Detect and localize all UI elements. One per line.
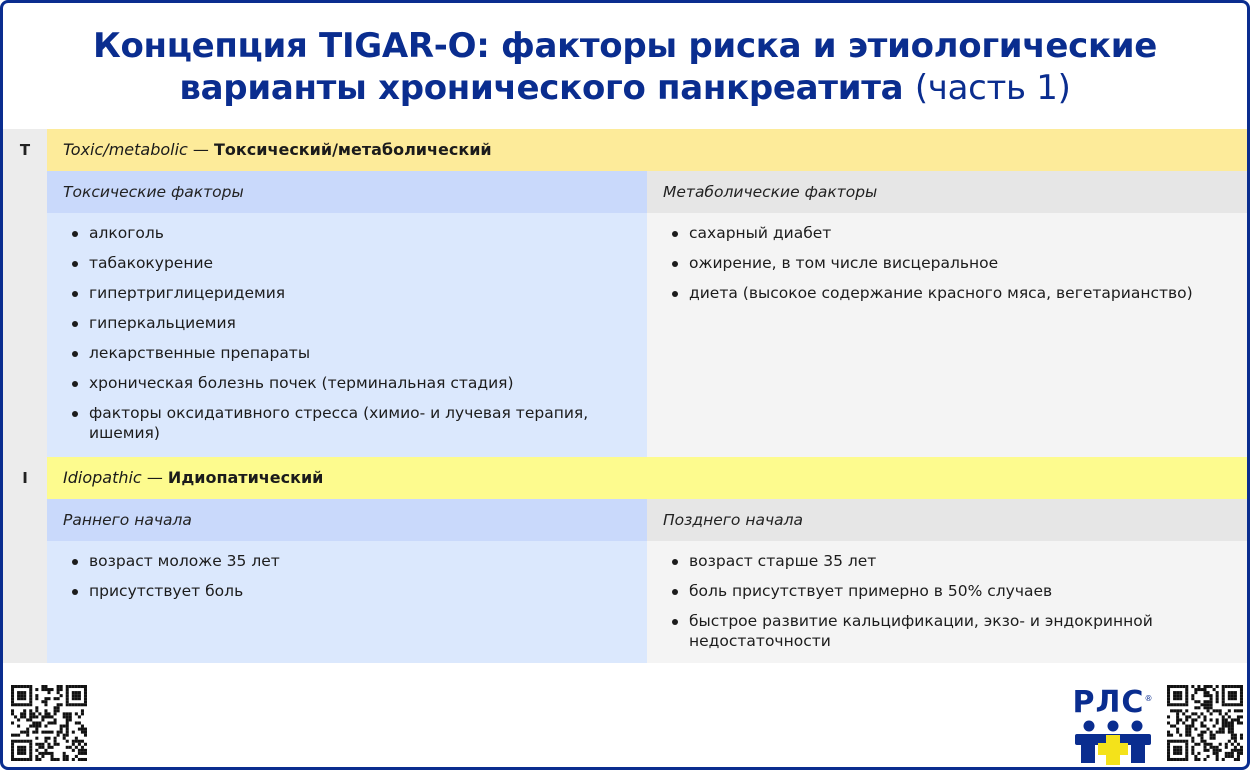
section-ru-t: Токсический/метаболический (214, 140, 492, 159)
list-item: табакокурение (69, 253, 627, 273)
subheader-early-onset (47, 499, 647, 541)
logo-text-value: РЛС (1072, 685, 1145, 720)
qr-code-left-icon (11, 685, 87, 761)
late-list-panel (647, 541, 1247, 663)
list-item: хроническая болезнь почек (терминальная стадия) (69, 373, 627, 393)
list-item: ожирение, в том числе висцеральное (669, 253, 1227, 273)
metabolic-list-panel (647, 213, 1247, 457)
section-letter-i: I (22, 469, 28, 487)
toxic-factors-list (47, 213, 647, 443)
title-bold: Концепция TIGAR-O: факторы риска и этиологические варианты хронического панкреатита (92, 26, 1158, 108)
rls-people-cross-icon (1071, 719, 1155, 765)
section-en-t: Toxic/metabolic (63, 140, 188, 159)
section-en-i: Idiopathic (63, 468, 142, 487)
metabolic-factors-list (647, 213, 1247, 303)
toxic-list-panel (47, 213, 647, 457)
qr-code-right-icon (1167, 685, 1243, 761)
subheader-early-label: Раннего начала (63, 511, 192, 529)
logo-registered-mark: ® (1144, 694, 1154, 703)
list-item: сахарный диабет (669, 223, 1227, 243)
subheader-late-onset (647, 499, 1247, 541)
subheader-late-label: Позднего начала (663, 511, 804, 529)
letter-column-i (3, 457, 47, 663)
section-letter-t: T (19, 141, 31, 159)
subheader-toxic (47, 171, 647, 213)
list-item: факторы оксидативного стресса (химио- и лучевая терапия, ишемия) (69, 403, 627, 443)
list-item: возраст моложе 35 лет (69, 551, 627, 571)
page-title (3, 25, 1247, 109)
section-header-t (47, 129, 1247, 171)
list-item: присутствует боль (69, 581, 627, 601)
late-onset-list (647, 541, 1247, 651)
section-dash-i: — (146, 468, 163, 487)
list-item: лекарственные препараты (69, 343, 627, 363)
early-onset-list (47, 541, 647, 601)
list-item: гипертриглицеридемия (69, 283, 627, 303)
qr-code-right[interactable] (1167, 685, 1243, 765)
logo-text (1071, 685, 1155, 720)
section-dash-t: — (192, 140, 209, 159)
rls-logo (1071, 685, 1155, 765)
title-part: (часть 1) (914, 68, 1071, 108)
list-item: быстрое развитие кальцификации, экзо- и эндокринной недостаточности (669, 611, 1227, 651)
section-header-i (47, 457, 1247, 499)
subheader-toxic-label: Токсические факторы (63, 183, 244, 201)
letter-column-t (3, 129, 47, 457)
list-item: боль присутствует примерно в 50% случаев (669, 581, 1227, 601)
section-ru-i: Идиопатический (167, 468, 324, 487)
list-item: возраст старше 35 лет (669, 551, 1227, 571)
list-item: алкоголь (69, 223, 627, 243)
early-list-panel (47, 541, 647, 663)
qr-code-left[interactable] (11, 685, 87, 765)
list-item: диета (высокое содержание красного мяса, вегетарианство) (669, 283, 1227, 303)
subheader-metabolic (647, 171, 1247, 213)
list-item: гиперкальциемия (69, 313, 627, 333)
subheader-metabolic-label: Метаболические факторы (663, 183, 878, 201)
